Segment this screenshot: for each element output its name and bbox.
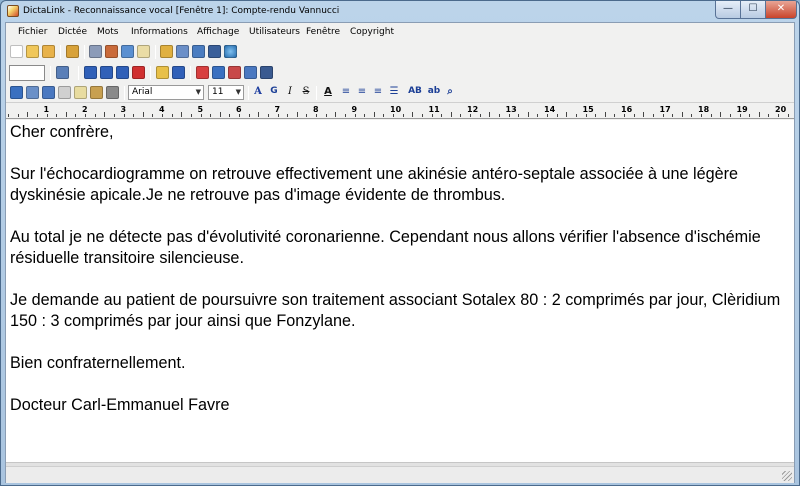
toolbar-separator (316, 86, 317, 100)
ruler-tick (124, 114, 125, 117)
ruler-tick (239, 114, 240, 117)
ruler[interactable] (6, 104, 794, 119)
toolbar-separator (78, 66, 79, 80)
ruler-tick (595, 114, 596, 117)
menu-mots[interactable]: Mots (97, 27, 119, 37)
strike-button[interactable]: S (302, 86, 310, 97)
ruler-tick (335, 112, 336, 117)
mail-icon[interactable] (137, 45, 150, 58)
menu-affichage[interactable]: Affichage (197, 27, 240, 37)
ruler-tick (441, 114, 442, 117)
toolbar-separator (190, 66, 191, 80)
ruler-tick (788, 114, 789, 117)
ruler-tick (768, 114, 769, 117)
ruler-tick (586, 114, 587, 117)
ruler-tick (27, 112, 28, 117)
menu-fichier[interactable]: Fichier (18, 27, 48, 37)
add-word-icon[interactable] (212, 66, 225, 79)
ruler-tick (422, 114, 423, 117)
ruler-number: 9 (351, 105, 358, 114)
title-bar[interactable] (1, 1, 799, 21)
ruler-number: 12 (467, 105, 479, 114)
printer-icon[interactable] (106, 86, 119, 99)
prev-icon[interactable] (156, 66, 169, 79)
ruler-tick (470, 114, 471, 117)
app-logo-icon (7, 5, 19, 17)
paragraph-salutation[interactable]: Cher confrère, (10, 123, 114, 141)
globe-icon[interactable] (224, 45, 237, 58)
ruler-number: 5 (197, 105, 204, 114)
undo-icon[interactable] (66, 45, 79, 58)
menu-utilisateurs[interactable]: Utilisateurs (249, 27, 300, 37)
ruler-tick (653, 114, 654, 117)
select-dropdown-icon[interactable] (56, 66, 69, 79)
ruler-tick (47, 114, 48, 117)
ruler-tick (56, 114, 57, 117)
record-icon[interactable] (84, 66, 97, 79)
chevron-down-icon: ▼ (235, 88, 241, 96)
ruler-number: 16 (621, 105, 633, 114)
paragraph-treatment[interactable]: Je demande au patient de poursuivre son traitement associant Sotalex 80 : 2 comprimés par jour, Clèridium 150 : 3 comprimés par jour ainsi que Fonzylane. (10, 291, 781, 330)
word-field[interactable] (9, 65, 45, 81)
minimize-button[interactable]: — (715, 1, 741, 19)
client-area (5, 22, 795, 483)
highlight-button[interactable]: A (254, 86, 262, 97)
ruler-tick (287, 114, 288, 117)
ruler-tick (451, 112, 452, 117)
ruler-tick (672, 114, 673, 117)
align-right-icon[interactable]: ≡ (373, 86, 383, 97)
menu-bar (6, 23, 794, 42)
ruler-tick (210, 114, 211, 117)
ruler-number: 19 (736, 105, 748, 114)
ruler-tick (249, 114, 250, 117)
ruler-tick (509, 114, 510, 117)
font-color-button[interactable]: A (324, 86, 332, 97)
ruler-number: 2 (82, 105, 88, 114)
ruler-tick (393, 114, 394, 117)
ruler-tick (143, 112, 144, 117)
ruler-number: 10 (390, 105, 402, 114)
mark-icon[interactable] (196, 66, 209, 79)
ruler-tick (682, 112, 683, 117)
chevron-down-icon: ▼ (195, 88, 201, 96)
ruler-tick (518, 114, 519, 117)
save-disk-icon[interactable] (89, 45, 102, 58)
ruler-tick (634, 114, 635, 117)
ruler-tick (133, 114, 134, 117)
ruler-tick (229, 114, 230, 117)
toolbar-separator (150, 66, 151, 80)
ruler-tick (605, 112, 606, 117)
font-name-select[interactable] (128, 85, 204, 100)
ruler-tick (720, 112, 721, 117)
ruler-tick (297, 112, 298, 117)
ruler-tick (85, 114, 86, 117)
toolbar-separator (50, 66, 51, 80)
check-icon[interactable] (244, 66, 257, 79)
ruler-tick (403, 114, 404, 117)
export-icon[interactable] (121, 45, 134, 58)
ruler-tick (528, 112, 529, 117)
next-icon[interactable] (172, 66, 185, 79)
toolbar-separator (60, 45, 61, 59)
ruler-tick (114, 114, 115, 117)
copy-icon[interactable] (74, 86, 87, 99)
ruler-number: 6 (236, 105, 242, 114)
ruler-tick (104, 112, 105, 117)
settings-icon[interactable] (208, 45, 221, 58)
ruler-tick (730, 114, 731, 117)
font-name-value: Arial (132, 87, 153, 97)
resize-grip-icon[interactable] (782, 471, 792, 481)
ruler-tick (364, 114, 365, 117)
edit-word-icon[interactable] (228, 66, 241, 79)
ruler-tick (499, 114, 500, 117)
ruler-number: 18 (698, 105, 710, 114)
ruler-tick (152, 114, 153, 117)
dictation-icon[interactable] (160, 45, 173, 58)
ruler-tick (201, 114, 202, 117)
toolbar-separator (124, 86, 125, 100)
print-icon[interactable] (10, 86, 23, 99)
toolbar-separator (248, 86, 249, 100)
ruler-tick (576, 114, 577, 117)
ruler-tick (191, 114, 192, 117)
ruler-tick (412, 112, 413, 117)
ruler-tick (162, 114, 163, 117)
dictation-toolbar (6, 63, 794, 83)
ruler-tick (759, 112, 760, 117)
menu-dictee[interactable]: Dictée (58, 27, 87, 37)
ruler-tick (220, 112, 221, 117)
ruler-number: 14 (544, 105, 556, 114)
toolbar-separator (155, 45, 156, 59)
ruler-number: 15 (582, 105, 594, 114)
ruler-tick (258, 112, 259, 117)
ruler-tick (460, 114, 461, 117)
paragraph-closing[interactable]: Bien confraternellement. (10, 354, 186, 372)
uppercase-button[interactable]: AB (408, 86, 422, 96)
ruler-tick (614, 114, 615, 117)
paragraph-conclusion[interactable]: Au total je ne détecte pas d'évolutivité coronarienne. Cependant nous allons vérifier l'absence d'ischémie résiduelle transitoire silencieuse. (10, 228, 761, 267)
search-word-icon[interactable] (260, 66, 273, 79)
ruler-tick (643, 112, 644, 117)
maximize-button[interactable]: ☐ (740, 1, 766, 19)
ruler-tick (624, 114, 625, 117)
italic-button[interactable]: I (288, 86, 292, 97)
main-toolbar (6, 42, 794, 62)
ruler-tick (480, 114, 481, 117)
ruler-tick (172, 114, 173, 117)
ruler-tick (778, 114, 779, 117)
play-icon[interactable] (100, 66, 113, 79)
ruler-number: 11 (428, 105, 440, 114)
toolbar-separator (84, 45, 85, 59)
bullet-list-icon[interactable]: ☰ (389, 86, 399, 97)
font-size-value: 11 (212, 87, 224, 97)
ruler-tick (18, 114, 19, 117)
ruler-tick (566, 112, 567, 117)
user-icon[interactable] (176, 45, 189, 58)
ruler-tick (740, 114, 741, 117)
ruler-tick (316, 114, 317, 117)
ruler-tick (37, 114, 38, 117)
ruler-tick (75, 114, 76, 117)
new-document-icon[interactable] (10, 45, 23, 58)
ruler-number: 13 (505, 105, 517, 114)
close-button[interactable]: ✕ (765, 1, 797, 19)
ruler-tick (326, 114, 327, 117)
stop-icon[interactable] (132, 66, 145, 79)
ruler-tick (701, 114, 702, 117)
ruler-tick (663, 114, 664, 117)
ruler-tick (537, 114, 538, 117)
ruler-number: 8 (313, 105, 319, 114)
paragraph-findings[interactable]: Sur l'échocardiogramme on retrouve effectivement une akinésie antéro-septale associée à une légère dyskinésie apicale.Je ne retrouve pas d'image évidente de thrombus. (10, 165, 739, 204)
ruler-tick (374, 112, 375, 117)
ruler-tick (95, 114, 96, 117)
ruler-tick (749, 114, 750, 117)
ruler-number: 4 (159, 105, 165, 114)
font-size-select[interactable] (208, 85, 244, 100)
ruler-tick (181, 112, 182, 117)
print-preview-icon[interactable] (26, 86, 39, 99)
ruler-tick (66, 112, 67, 117)
ruler-tick (547, 114, 548, 117)
pause-icon[interactable] (116, 66, 129, 79)
window-title: DictaLink - Reconnaissance vocal [Fenêtre 1]: Compte-rendu Vannucci (23, 6, 340, 16)
import-icon[interactable] (105, 45, 118, 58)
paragraph-signature[interactable]: Docteur Carl-Emmanuel Favre (10, 396, 230, 414)
ruler-tick (711, 114, 712, 117)
ruler-tick (557, 114, 558, 117)
ruler-number: 17 (659, 105, 671, 114)
menu-fenetre[interactable]: Fenêtre (306, 27, 341, 37)
ruler-tick (432, 114, 433, 117)
align-left-icon[interactable]: ≡ (341, 86, 351, 97)
ruler-tick (355, 114, 356, 117)
ruler-tick (306, 114, 307, 117)
menu-informations[interactable]: Informations (131, 27, 188, 37)
menu-copyright[interactable]: Copyright (350, 27, 394, 37)
cut-icon[interactable] (58, 86, 71, 99)
status-bar (6, 466, 794, 483)
open-file-icon[interactable] (42, 45, 55, 58)
ruler-number: 20 (775, 105, 787, 114)
document-editor[interactable] (6, 120, 794, 462)
align-center-icon[interactable]: ≡ (357, 86, 367, 97)
ruler-tick (8, 114, 9, 117)
paste-icon[interactable] (90, 86, 103, 99)
bold-button[interactable]: G (270, 86, 278, 96)
find-icon[interactable]: ⌕ (447, 86, 453, 97)
ruler-tick (268, 114, 269, 117)
ruler-tick (489, 112, 490, 117)
ruler-tick (345, 114, 346, 117)
ruler-number: 7 (274, 105, 281, 114)
network-icon[interactable] (192, 45, 205, 58)
file-icon[interactable] (42, 86, 55, 99)
lowercase-button[interactable]: ab (427, 86, 441, 96)
ruler-number: 1 (43, 105, 50, 114)
ruler-number: 3 (120, 105, 127, 114)
open-folder-icon[interactable] (26, 45, 39, 58)
format-toolbar (6, 83, 794, 103)
ruler-tick (383, 114, 384, 117)
ruler-tick (691, 114, 692, 117)
ruler-tick (278, 114, 279, 117)
